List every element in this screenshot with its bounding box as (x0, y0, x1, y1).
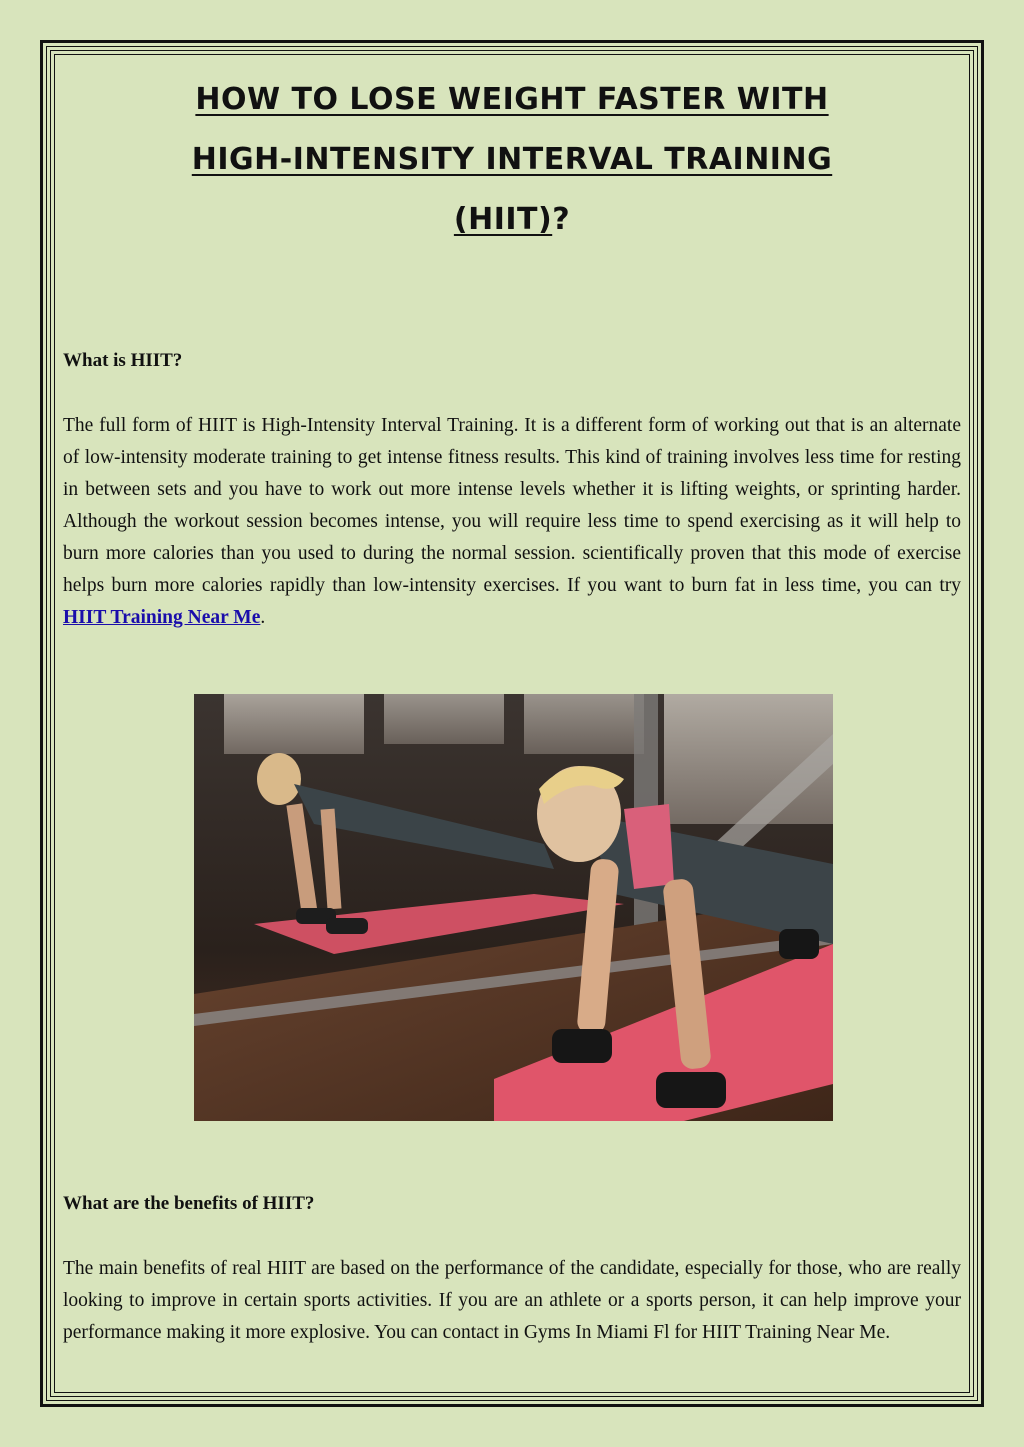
title-line-2: HIGH-INTENSITY INTERVAL TRAINING (191, 142, 833, 177)
section-paragraph-what-is-hiit (63, 410, 961, 634)
section-heading-benefits: What are the benefits of HIIT? (63, 1193, 315, 1214)
workout-photo (194, 694, 833, 1121)
section-heading-what-is-hiit: What is HIIT? (63, 350, 183, 371)
document-body (63, 70, 961, 1343)
title-line-3: (HIIT) (453, 202, 553, 237)
paragraph-end: . (260, 607, 266, 628)
hiit-training-near-me-link[interactable]: HIIT Training Near Me (63, 607, 261, 628)
page-title (63, 70, 961, 250)
title-line-1: HOW TO LOSE WEIGHT FASTER WITH (195, 82, 829, 117)
paragraph-text: The full form of HIIT is High-Intensity Interval Training. It is a different form of working out that is an alternate of low-intensity moderate training to get intense fitness results. This kind of training involves less time for resting in between sets and you have to work out more intense levels whether it is lifting weights, or sprinting harder. Although the workout session becomes intense, you will require less time to spend exercising as it will help to burn more calories than you used to during the normal session. scientifically proven that this mode of exercise helps burn more calories rapidly than low-intensity exercises. If you want to burn fat in less time, you can try (63, 415, 961, 596)
section-paragraph-benefits: The main benefits of real HIIT are based on the performance of the candidate, especially for those, who are really looking to improve in certain sports activities. If you are an athlete or a sports person, it can help improve your performance making it more explosive. You can contact in Gyms In Miami Fl for HIIT Training Near Me. (63, 1258, 961, 1343)
workout-photo-illustration (194, 694, 833, 1121)
title-question-mark: ? (552, 202, 571, 237)
